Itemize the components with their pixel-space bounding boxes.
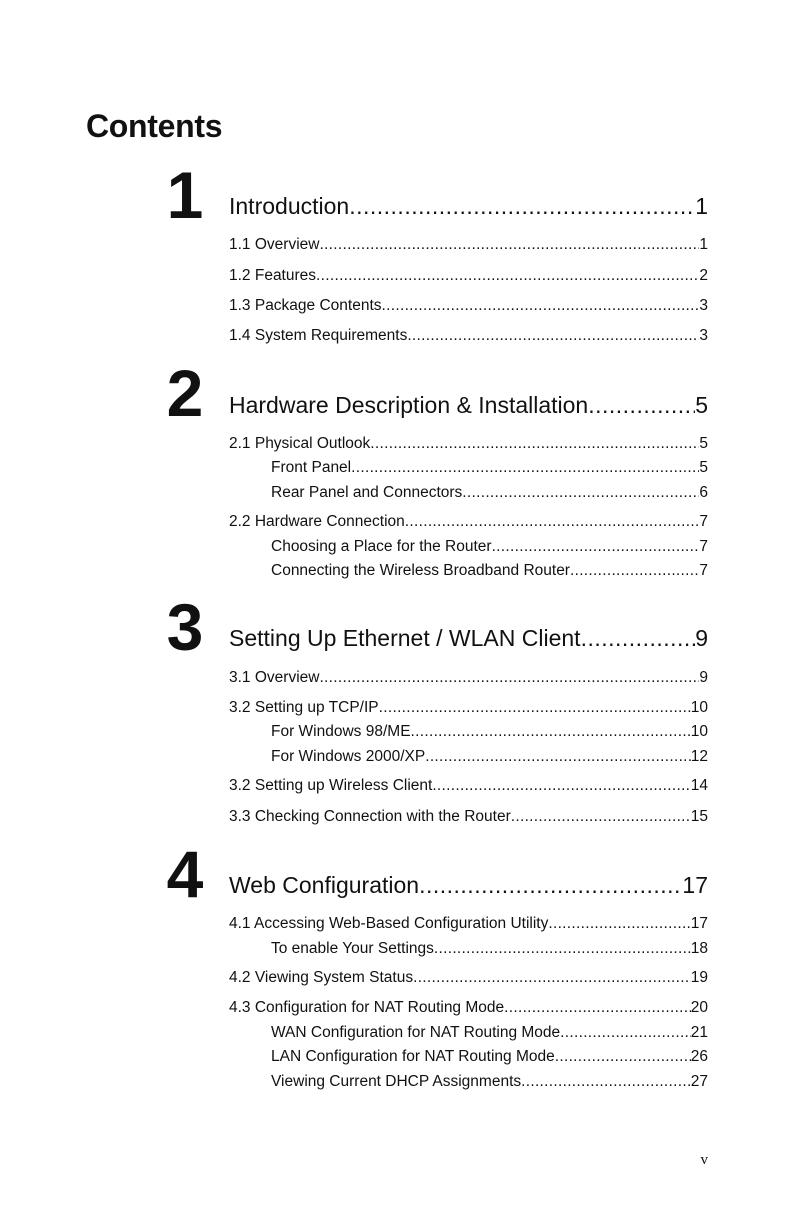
- toc-entry-title: Web Configuration: [229, 872, 420, 898]
- toc-entry-title: 4.3 Configuration for NAT Routing Mode: [229, 999, 505, 1016]
- toc-entry-title: 2.2 Hardware Connection: [229, 513, 405, 530]
- toc-entry-page: 7: [699, 513, 708, 530]
- toc-entry-page: 14: [690, 777, 708, 794]
- dot-leader: [521, 1073, 691, 1091]
- toc-entry-title: 1.3 Package Contents: [229, 297, 382, 314]
- toc-entry-page: 5: [699, 459, 708, 476]
- toc-entry-page: 9: [695, 625, 708, 651]
- dot-leader: [570, 562, 699, 580]
- dot-leader: [413, 969, 691, 987]
- dot-leader: [370, 435, 699, 453]
- toc-chapter-entry[interactable]: [229, 193, 708, 220]
- toc-entry-page: 19: [690, 969, 708, 986]
- dot-leader: [504, 999, 691, 1017]
- toc-entry-page: 26: [690, 1048, 708, 1065]
- dot-leader: [382, 297, 700, 315]
- dot-leader: [511, 808, 691, 826]
- toc-section-entry[interactable]: [229, 327, 708, 345]
- toc-entry-title: 4.2 Viewing System Status: [229, 969, 414, 986]
- toc-chapter-entry[interactable]: [229, 392, 708, 419]
- toc-section-entry[interactable]: [229, 808, 708, 826]
- toc-chapter-entry[interactable]: [229, 872, 708, 899]
- toc-entry-title: 1.2 Features: [229, 267, 317, 284]
- toc-entry-title: For Windows 2000/XP: [271, 748, 426, 765]
- toc-entry-page: 3: [699, 297, 708, 314]
- toc-entry-page: 1: [699, 236, 708, 253]
- toc-section-entry[interactable]: [229, 513, 708, 531]
- dot-leader: [411, 723, 691, 741]
- toc-subsection-entry[interactable]: [271, 748, 708, 766]
- toc-section-entry[interactable]: [229, 915, 708, 933]
- dot-leader: [425, 748, 691, 766]
- dot-leader: [548, 915, 690, 933]
- dot-leader: [492, 538, 700, 556]
- toc-subsection-entry[interactable]: [271, 562, 708, 580]
- toc-section-entry[interactable]: [229, 267, 708, 285]
- dot-leader: [434, 940, 691, 958]
- toc-entry-page: 10: [690, 699, 708, 716]
- toc-entry-page: 17: [690, 915, 708, 932]
- toc-entry-title: 3.3 Checking Connection with the Router: [229, 808, 511, 825]
- toc-entry-page: 3: [699, 327, 708, 344]
- toc-subsection-entry[interactable]: [271, 1024, 708, 1042]
- toc-entry-title: Front Panel: [271, 459, 352, 476]
- dot-leader: [319, 236, 699, 254]
- toc-section-entry[interactable]: [229, 969, 708, 987]
- footer-page-number: v: [700, 1152, 708, 1168]
- dot-leader: [462, 484, 699, 502]
- dot-leader: [405, 513, 700, 531]
- toc-section-entry[interactable]: [229, 777, 708, 795]
- toc-entry-page: 20: [690, 999, 708, 1016]
- toc-subsection-entry[interactable]: [271, 1048, 708, 1066]
- toc-entry-title: Viewing Current DHCP Assignments: [271, 1073, 522, 1090]
- dot-leader: [407, 327, 699, 345]
- toc-subsection-entry[interactable]: [271, 940, 708, 958]
- toc-entry-title: 3.1 Overview: [229, 669, 320, 686]
- toc-entry-title: WAN Configuration for NAT Routing Mode: [271, 1024, 561, 1041]
- toc-section-entry[interactable]: [229, 999, 708, 1017]
- toc-entry-title: Choosing a Place for the Router: [271, 538, 492, 555]
- dot-leader: [351, 459, 699, 477]
- toc-entry-title: 3.2 Setting up Wireless Client: [229, 777, 433, 794]
- toc-section-entry[interactable]: [229, 699, 708, 717]
- toc-entry-title: 2.1 Physical Outlook: [229, 435, 371, 452]
- toc-subsection-entry[interactable]: [271, 1073, 708, 1091]
- toc-entry-title: 3.2 Setting up TCP/IP: [229, 699, 379, 716]
- toc-entry-page: 17: [682, 872, 708, 898]
- dot-leader: [316, 267, 699, 285]
- toc-entry-page: 10: [690, 723, 708, 740]
- toc-entry-title: 4.1 Accessing Web-Based Configuration Utility: [229, 915, 549, 932]
- toc-entry-page: 5: [699, 435, 708, 452]
- toc-entry-title: For Windows 98/ME: [271, 723, 411, 740]
- toc-entry-title: Connecting the Wireless Broadband Router: [271, 562, 570, 579]
- dot-leader: [560, 1024, 691, 1042]
- dot-leader: [319, 669, 699, 687]
- toc-entry-page: 21: [690, 1024, 708, 1041]
- toc-entry-page: 5: [695, 392, 708, 418]
- toc-entry-page: 18: [690, 940, 708, 957]
- toc-entry-title: 1.1 Overview: [229, 236, 320, 253]
- chapter-number: 1: [166, 158, 204, 232]
- dot-leader: [581, 625, 696, 652]
- dot-leader: [379, 699, 691, 717]
- toc-entry-page: 15: [690, 808, 708, 825]
- toc-entry-page: 27: [690, 1073, 708, 1090]
- dot-leader: [349, 193, 695, 220]
- toc-section-entry[interactable]: [229, 435, 708, 453]
- toc-entry-page: 7: [699, 538, 708, 555]
- toc-entry-title: Setting Up Ethernet / WLAN Client: [229, 625, 581, 651]
- dot-leader: [419, 872, 682, 899]
- toc-subsection-entry[interactable]: [271, 484, 708, 502]
- toc-entry-title: Rear Panel and Connectors: [271, 484, 463, 501]
- toc-section-entry[interactable]: [229, 236, 708, 254]
- toc-chapter-entry[interactable]: [229, 625, 708, 652]
- toc-entry-page: 7: [699, 562, 708, 579]
- toc-entry-title: Introduction: [229, 193, 350, 219]
- dot-leader: [432, 777, 690, 795]
- toc-section-entry[interactable]: [229, 669, 708, 687]
- dot-leader: [555, 1048, 691, 1066]
- toc-entry-title: LAN Configuration for NAT Routing Mode: [271, 1048, 555, 1065]
- toc-entry-title: 1.4 System Requirements: [229, 327, 408, 344]
- toc-entry-page: 1: [695, 193, 708, 219]
- chapter-number: 4: [166, 837, 204, 911]
- toc-subsection-entry[interactable]: [271, 723, 708, 741]
- toc-subsection-entry[interactable]: [271, 459, 708, 477]
- toc-entry-page: 2: [699, 267, 708, 284]
- toc-section-entry[interactable]: [229, 297, 708, 315]
- dot-leader: [588, 392, 695, 419]
- toc-entry-page: 9: [699, 669, 708, 686]
- chapter-number: 2: [166, 356, 204, 430]
- chapter-number: 3: [166, 590, 204, 664]
- toc-entry-page: 6: [699, 484, 708, 501]
- toc-subsection-entry[interactable]: [271, 538, 708, 556]
- toc-entry-title: To enable Your Settings: [271, 940, 434, 957]
- toc-entry-title: Hardware Description & Installation: [229, 392, 589, 418]
- toc-entry-page: 12: [690, 748, 708, 765]
- page-title: Contents: [86, 108, 223, 144]
